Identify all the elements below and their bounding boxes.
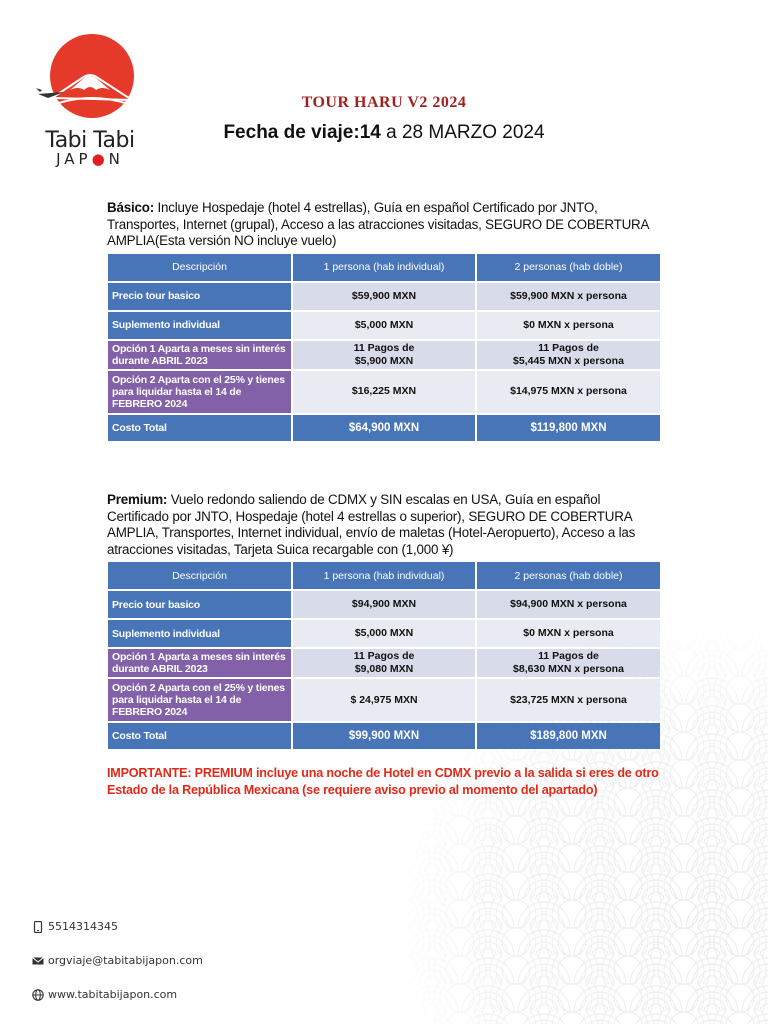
total-row	[108, 723, 660, 749]
row-value-double: $23,725 MXN x persona	[477, 679, 660, 721]
row-label: Opción 2 Aparta con el 25% y tienes para liquidar hasta el 14 de FEBRERO 2024	[108, 371, 291, 413]
installments-count: 11 Pagos de	[538, 650, 599, 662]
table-row	[108, 620, 660, 647]
installments-count: 11 Pagos de	[353, 650, 415, 662]
total-single: $99,900 MXN	[293, 723, 475, 749]
logo-text	[34, 128, 146, 168]
trip-date-range: a 28 MARZO 2024	[380, 122, 545, 143]
row-value-single	[293, 341, 475, 369]
logo-line2-a: JAP	[56, 150, 92, 168]
premium-price-table	[106, 560, 662, 751]
header-description: Descripción	[108, 254, 291, 281]
row-value-single: $59,900 MXN	[293, 283, 475, 310]
row-label: Opción 1 Aparta a meses sin interés durante ABRIL 2023	[108, 341, 291, 369]
installment-amount: $5,900 MXN	[354, 354, 414, 367]
tour-title: TOUR HARU V2 2024	[301, 94, 467, 111]
total-label: Costo Total	[108, 415, 291, 441]
premium-section	[107, 492, 662, 751]
total-double: $119,800 MXN	[477, 415, 660, 441]
envelope-icon	[32, 955, 44, 967]
website-url[interactable]: www.tabitabijapon.com	[48, 988, 178, 1001]
total-single: $64,900 MXN	[293, 415, 475, 441]
header-double: 2 personas (hab doble)	[477, 562, 660, 589]
table-row	[108, 591, 660, 618]
table-row	[108, 341, 660, 369]
row-value-single: $5,000 MXN	[293, 620, 475, 647]
premium-label: Premium:	[107, 492, 168, 507]
row-value-double: $59,900 MXN x persona	[477, 283, 660, 310]
row-value-single	[293, 649, 475, 677]
premium-description	[107, 492, 662, 558]
row-value-double	[477, 341, 660, 369]
row-label: Precio tour basico	[108, 591, 291, 618]
header-single: 1 persona (hab individual)	[293, 562, 475, 589]
row-label: Suplemento individual	[108, 312, 291, 339]
installment-amount: $5,445 MXN x persona	[513, 354, 624, 367]
row-label: Suplemento individual	[108, 620, 291, 647]
logo-dot-icon: ●	[91, 150, 109, 168]
important-notice: IMPORTANTE: PREMIUM incluye una noche de Hotel en CDMX previo a la salida si eres de otro Estado de la República Mexicana (se requiere aviso previo al momento del apartado)	[107, 766, 659, 797]
row-value-double	[477, 649, 660, 677]
installments-count: 11 Pagos de	[538, 341, 599, 354]
logo-line1: Tabi Tabi	[45, 128, 135, 153]
contact-website	[32, 988, 177, 1001]
trip-date-label: Fecha de viaje:	[223, 122, 360, 143]
premium-text: Vuelo redondo saliendo de CDMX y SIN escalas en USA, Guía en español Certificado por JNTO, Hospedaje (hotel 4 estrellas o superior), SEGURO DE COBERTURA AMPLIA, Transportes, Internet individual, envío de maletas (Hotel-Aeropuerto), Acceso a las atracciones visitadas, Tarjeta Suica recargable con (1,000 ¥)	[107, 492, 636, 557]
basic-text: Incluye Hospedaje (hotel 4 estrellas), Guía en español Certificado por JNTO, Transportes, Internet (grupal), Acceso a las atracciones visitadas, SEGURO DE COBERTURA AMPLIA(Esta versión NO incluye vuelo)	[107, 200, 649, 248]
globe-icon	[32, 989, 44, 1001]
row-value-double: $0 MXN x persona	[477, 620, 660, 647]
basic-description	[107, 200, 662, 250]
mount-fuji-sun-icon	[34, 28, 146, 128]
row-value-single: $94,900 MXN	[293, 591, 475, 618]
table-row	[108, 371, 660, 413]
installment-amount: $8,630 MXN x persona	[513, 663, 624, 675]
company-logo	[34, 28, 146, 168]
total-label: Costo Total	[108, 723, 291, 749]
basic-price-table	[106, 252, 662, 443]
row-label: Opción 2 Aparta con el 25% y tienes para liquidar hasta el 14 de FEBRERO 2024	[108, 679, 291, 721]
contact-email	[32, 954, 203, 967]
row-value-double: $94,900 MXN x persona	[477, 591, 660, 618]
header-description: Descripción	[108, 562, 291, 589]
table-row	[108, 283, 660, 310]
installments-count: 11 Pagos de	[353, 341, 415, 354]
phone-number: 5514314345	[48, 920, 118, 933]
row-value-single: $5,000 MXN	[293, 312, 475, 339]
email-address[interactable]: orgviaje@tabitabijapon.com	[48, 954, 203, 967]
trip-date-start: 14	[359, 122, 381, 143]
total-double: $189,800 MXN	[477, 723, 660, 749]
trip-date	[200, 122, 568, 144]
logo-line2-b: N	[108, 150, 124, 168]
row-value-double: $0 MXN x persona	[477, 312, 660, 339]
table-row	[108, 679, 660, 721]
total-row	[108, 415, 660, 441]
table-header-row	[108, 562, 660, 589]
row-label: Opción 1 Aparta a meses sin interés durante ABRIL 2023	[108, 649, 291, 677]
installment-amount: $9,080 MXN	[354, 663, 414, 675]
table-row	[108, 312, 660, 339]
header-single: 1 persona (hab individual)	[293, 254, 475, 281]
basic-label: Básico:	[107, 200, 154, 215]
header-double: 2 personas (hab doble)	[477, 254, 660, 281]
row-label: Precio tour basico	[108, 283, 291, 310]
row-value-single: $ 24,975 MXN	[293, 679, 475, 721]
contact-phone	[32, 920, 118, 933]
table-header-row	[108, 254, 660, 281]
row-value-double: $14,975 MXN x persona	[477, 371, 660, 413]
table-row	[108, 649, 660, 677]
row-value-single: $16,225 MXN	[293, 371, 475, 413]
phone-icon	[32, 921, 44, 933]
basic-section	[107, 200, 662, 443]
